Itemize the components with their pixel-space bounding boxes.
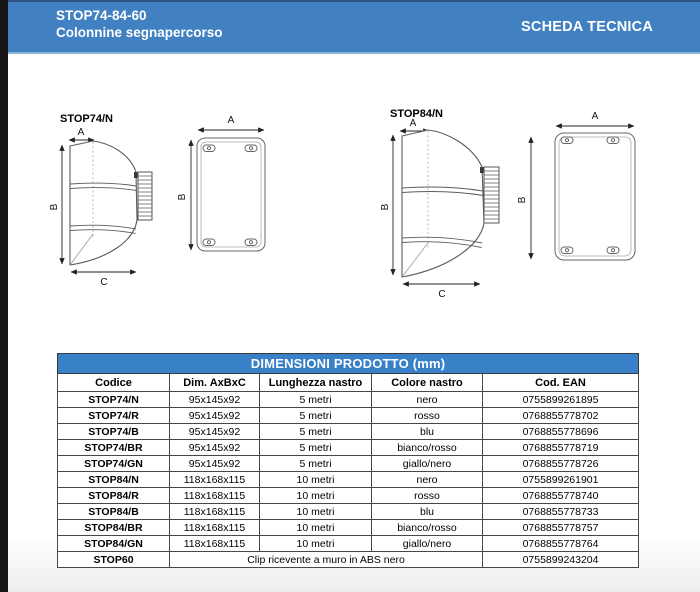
colore-cell: blu: [372, 424, 483, 440]
front-dim-b-letter: B: [177, 193, 188, 201]
colore-cell: nero: [372, 472, 483, 488]
table-row: [58, 552, 639, 568]
codice-cell: STOP84/B: [58, 504, 170, 520]
codice-cell: STOP74/N: [58, 392, 170, 408]
ean-cell: 0768855778733: [483, 504, 639, 520]
page-left-border: [0, 0, 8, 592]
ean-cell: 0768855778726: [483, 456, 639, 472]
codice-cell: STOP60: [58, 552, 170, 568]
ean-cell: 0768855778719: [483, 440, 639, 456]
stop74-front-view: [197, 138, 265, 251]
dim-cell: 95x145x92: [170, 456, 260, 472]
stop74-side-view: [70, 141, 137, 265]
ean-cell: 0755899243204: [483, 552, 639, 568]
table-body: [58, 392, 639, 568]
column-header: Codice: [58, 374, 170, 392]
table-row: [58, 504, 639, 520]
codice-cell: STOP84/BR: [58, 520, 170, 536]
dim-cell: 95x145x92: [170, 392, 260, 408]
table-row: [58, 392, 639, 408]
ean-cell: 0768855778740: [483, 488, 639, 504]
table-row: [58, 424, 639, 440]
codice-cell: STOP84/R: [58, 488, 170, 504]
codice-cell: STOP74/GN: [58, 456, 170, 472]
merged-description-cell: Clip ricevente a muro in ABS nero: [170, 552, 483, 568]
codice-cell: STOP74/R: [58, 408, 170, 424]
colore-cell: bianco/rosso: [372, 520, 483, 536]
ean-cell: 0768855778757: [483, 520, 639, 536]
lunghezza-cell: 5 metri: [260, 440, 372, 456]
lunghezza-cell: 5 metri: [260, 392, 372, 408]
lunghezza-cell: 5 metri: [260, 408, 372, 424]
header-bar: [8, 2, 700, 54]
dim-cell: 118x168x115: [170, 504, 260, 520]
colore-cell: rosso: [372, 488, 483, 504]
dim-cell: 118x168x115: [170, 472, 260, 488]
header-title-block: [8, 2, 223, 52]
dim-b-letter: B: [380, 203, 391, 211]
document-type-label: SCHEDA TECNICA: [521, 19, 653, 35]
dim-a-letter: A: [77, 127, 85, 138]
stop84-drawing-svg: [380, 103, 650, 301]
codice-cell: STOP84/GN: [58, 536, 170, 552]
dim-cell: 95x145x92: [170, 424, 260, 440]
table-row: [58, 520, 639, 536]
colore-cell: nero: [372, 392, 483, 408]
ean-cell: 0768855778764: [483, 536, 639, 552]
colore-cell: blu: [372, 504, 483, 520]
product-code-title: STOP74-84-60: [56, 8, 147, 23]
dim-b-letter: B: [50, 203, 60, 211]
lunghezza-cell: 5 metri: [260, 456, 372, 472]
front-dim-b-letter: B: [517, 196, 528, 204]
lunghezza-cell: 10 metri: [260, 536, 372, 552]
codice-cell: STOP74/BR: [58, 440, 170, 456]
dimensions-table: [57, 353, 639, 568]
column-header: Colore nastro: [372, 374, 483, 392]
codice-cell: STOP74/B: [58, 424, 170, 440]
table-row: [58, 472, 639, 488]
dim-cell: 118x168x115: [170, 536, 260, 552]
column-header: Dim. AxBxC: [170, 374, 260, 392]
table-row: [58, 440, 639, 456]
front-dim-a-letter: A: [591, 111, 599, 122]
codice-cell: STOP84/N: [58, 472, 170, 488]
dim-a-letter: A: [409, 118, 417, 129]
dim-c-letter: C: [438, 289, 446, 300]
ean-cell: 0755899261901: [483, 472, 639, 488]
lunghezza-cell: 10 metri: [260, 520, 372, 536]
table-column-header-row: [58, 374, 639, 392]
colore-cell: bianco/rosso: [372, 440, 483, 456]
colore-cell: giallo/nero: [372, 536, 483, 552]
stop84-side-view: [402, 130, 484, 277]
table-title-row: [58, 354, 639, 374]
table-row: [58, 456, 639, 472]
dim-c-letter: C: [100, 277, 108, 288]
column-header: Lunghezza nastro: [260, 374, 372, 392]
dim-cell: 95x145x92: [170, 408, 260, 424]
lunghezza-cell: 5 metri: [260, 424, 372, 440]
ean-cell: 0768855778702: [483, 408, 639, 424]
dim-cell: 118x168x115: [170, 488, 260, 504]
stop74-label: STOP74/N: [60, 113, 113, 125]
lunghezza-cell: 10 metri: [260, 472, 372, 488]
colore-cell: rosso: [372, 408, 483, 424]
lunghezza-cell: 10 metri: [260, 504, 372, 520]
table-row: [58, 488, 639, 504]
dim-cell: 95x145x92: [170, 440, 260, 456]
ean-cell: 0755899261895: [483, 392, 639, 408]
lunghezza-cell: 10 metri: [260, 488, 372, 504]
colore-cell: giallo/nero: [372, 456, 483, 472]
drawing-stop74: [50, 106, 280, 303]
column-header: Cod. EAN: [483, 374, 639, 392]
stop84-front-view: [555, 133, 635, 260]
table-title: DIMENSIONI PRODOTTO (mm): [58, 354, 639, 374]
drawing-stop84: [380, 103, 650, 306]
ean-cell: 0768855778696: [483, 424, 639, 440]
dim-cell: 118x168x115: [170, 520, 260, 536]
stop74-drawing-svg: [50, 106, 280, 298]
front-dim-a-letter: A: [227, 115, 235, 126]
table-row: [58, 536, 639, 552]
table-row: [58, 408, 639, 424]
stop84-label: STOP84/N: [390, 108, 443, 120]
product-subtitle: Colonnine segnapercorso: [56, 25, 223, 40]
